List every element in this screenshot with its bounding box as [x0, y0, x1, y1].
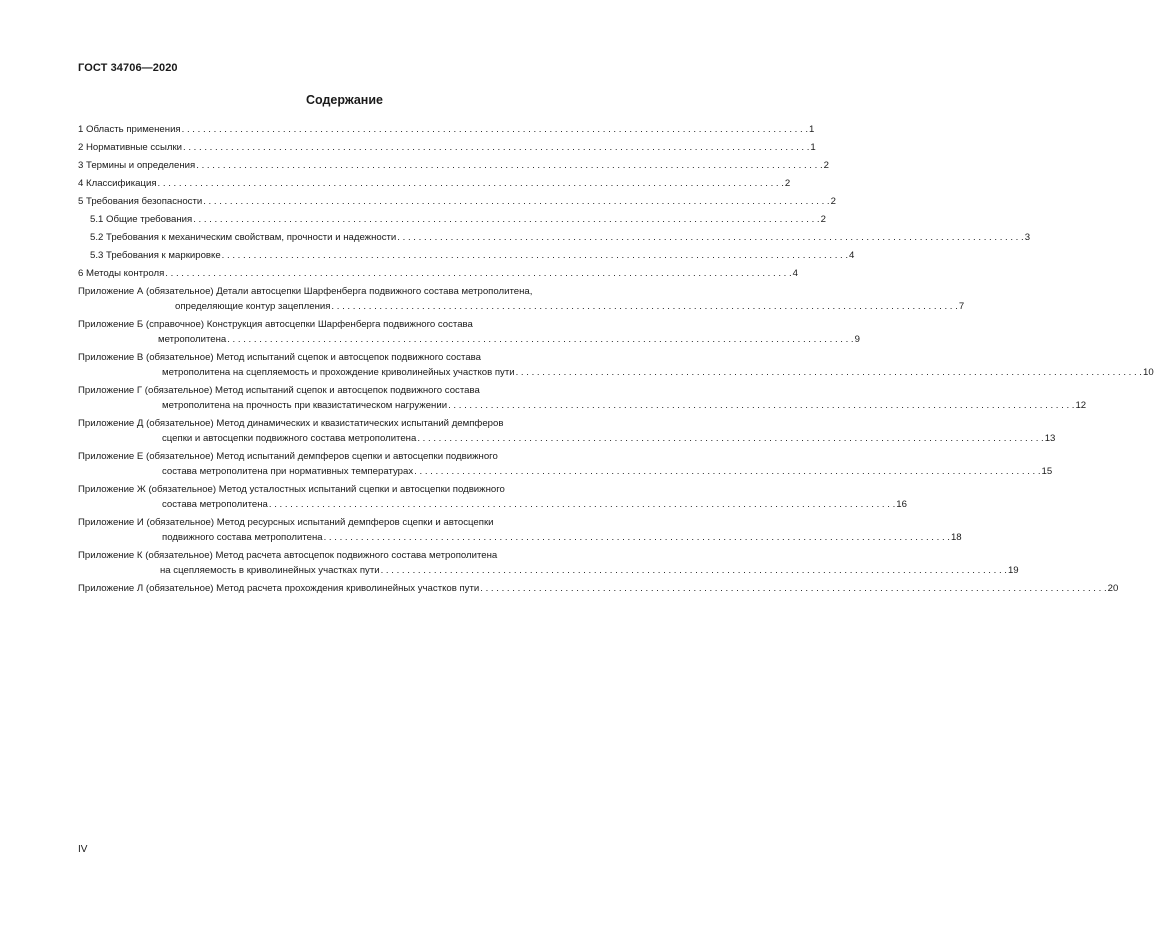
toc-entry-line: [78, 140, 816, 155]
toc-appendix[interactable]: [78, 317, 860, 347]
toc-appendix-line1: [78, 581, 1119, 596]
leader-dots: [158, 176, 784, 191]
leader-dots: [269, 497, 895, 512]
toc-sections: [78, 122, 1031, 281]
toc-appendix[interactable]: [78, 350, 1154, 380]
toc-entry[interactable]: [78, 140, 816, 155]
toc-appendix[interactable]: [78, 482, 907, 512]
toc-appendix-page: 15: [1041, 466, 1053, 477]
toc-appendix-line2: [78, 431, 1056, 446]
toc-entry[interactable]: [78, 248, 855, 263]
toc-appendix[interactable]: [78, 548, 1019, 578]
toc-appendices: [78, 284, 1154, 596]
leader-dots: [480, 581, 1106, 596]
toc-appendix[interactable]: [78, 449, 1053, 479]
toc-entry-page: 2: [784, 178, 791, 189]
leader-dots: [203, 194, 829, 209]
leader-dots: [227, 332, 853, 347]
toc-entry[interactable]: [78, 176, 791, 191]
toc-appendix-title-cont: метрополитена: [158, 334, 227, 345]
toc-entry-page: 2: [820, 214, 826, 225]
toc-appendix-line1: [78, 482, 610, 497]
toc-appendix-title-cont: метрополитена на сцепляемость и прохождение криволинейных участков пути: [162, 367, 515, 378]
toc-appendix-line2: [78, 332, 860, 347]
leader-dots: [397, 230, 1023, 245]
toc-entry-page: 1: [809, 124, 815, 135]
leader-dots: [331, 299, 957, 314]
toc-appendix-line2: [78, 365, 1154, 380]
leader-dots: [182, 122, 808, 137]
toc-entry-title: 5.1 Общие требования: [90, 214, 193, 225]
toc-appendix-line2: [78, 464, 1053, 479]
toc-appendix-line1: [78, 416, 610, 431]
leader-dots: [165, 266, 791, 281]
toc-appendix[interactable]: [78, 284, 965, 314]
toc-appendix-line2: [78, 530, 962, 545]
toc-entry-page: 2: [830, 196, 836, 207]
toc-appendix-title-cont: состава метрополитена: [162, 499, 268, 510]
toc-appendix-title: Приложение Д (обязательное) Метод динамических и квазистатических испытаний демпферов: [78, 418, 504, 429]
leader-dots: [324, 530, 950, 545]
toc-entry-page: 4: [849, 250, 855, 261]
toc-appendix-title-cont: сцепки и автосцепки подвижного состава метрополитена: [162, 433, 417, 444]
leader-dots: [222, 248, 848, 263]
toc-entry-title: 3 Термины и определения: [78, 160, 196, 171]
toc-appendix-page: 13: [1044, 433, 1056, 444]
toc-appendix-line2: [78, 497, 907, 512]
leader-dots: [196, 158, 822, 173]
toc-appendix-title: Приложение Б (справочное) Конструкция автосцепки Шарфенберга подвижного состава: [78, 319, 473, 330]
toc-appendix-line1: [78, 350, 610, 365]
toc-appendix-page: 16: [896, 499, 907, 510]
toc-appendix-title: Приложение И (обязательное) Метод ресурсных испытаний демпферов сцепки и автосцепки: [78, 517, 494, 528]
toc-entry-page: 4: [792, 268, 799, 279]
toc-entry-line: [78, 212, 826, 227]
toc-entry-line: [78, 266, 799, 281]
toc-entry-line: [78, 194, 836, 209]
toc-entry[interactable]: [78, 212, 826, 227]
toc-entry-title: 1 Область применения: [78, 124, 181, 135]
leader-dots: [448, 398, 1074, 413]
toc-appendix-line1: [78, 515, 610, 530]
toc-appendix-page: 19: [1007, 565, 1019, 576]
toc-entry[interactable]: [78, 266, 799, 281]
toc-appendix-page: 20: [1107, 583, 1119, 594]
document-header: ГОСТ 34706—2020: [78, 62, 178, 74]
toc-appendix-line1: [78, 284, 610, 299]
toc-appendix-line1: [78, 449, 610, 464]
toc-appendix-line2: [78, 299, 965, 314]
leader-dots: [183, 140, 809, 155]
toc-appendix-line1: [78, 548, 610, 563]
toc-appendix-line2: [78, 563, 1019, 578]
toc-appendix-page: 7: [958, 301, 965, 312]
toc-appendix-title-cont: состава метрополитена при нормативных температурах: [162, 466, 414, 477]
toc-entry-page: 3: [1024, 232, 1031, 243]
toc-entry[interactable]: [78, 230, 1031, 245]
toc-entry-title: 5 Требования безопасности: [78, 196, 203, 207]
toc-appendix-title-cont: на сцепляемость в криволинейных участках пути: [160, 565, 380, 576]
leader-dots: [516, 365, 1142, 380]
toc-appendix-line1: [78, 317, 610, 332]
toc-appendix[interactable]: [78, 515, 962, 545]
toc-appendix-title: Приложение Л (обязательное) Метод расчета прохождения криволинейных участков пути: [78, 583, 480, 594]
toc-entry[interactable]: [78, 194, 836, 209]
leader-dots: [381, 563, 1007, 578]
toc-entry-line: [78, 122, 815, 137]
toc-entry-page: 2: [823, 160, 829, 171]
toc-appendix-page: 12: [1075, 400, 1087, 411]
toc-appendix-title-cont: определяющие контур зацепления: [175, 301, 331, 312]
toc-entry[interactable]: [78, 122, 815, 137]
toc-appendix-title: Приложение А (обязательное) Детали автосцепки Шарфенберга подвижного состава метрополитена,: [78, 286, 533, 297]
toc-entry-page: 1: [810, 142, 816, 153]
page-title: Содержание: [305, 93, 383, 107]
toc-entry-title: 5.2 Требования к механическим свойствам, прочности и надежности: [90, 232, 397, 243]
toc-appendix-page: 10: [1142, 367, 1154, 378]
toc-entry-line: [78, 248, 855, 263]
toc-entry-title: 2 Нормативные ссылки: [78, 142, 183, 153]
toc-appendix-title: Приложение В (обязательное) Метод испытаний сцепок и автосцепок подвижного состава: [78, 352, 481, 363]
toc-appendix-title-cont: метрополитена на прочность при квазистатическом нагружении: [162, 400, 448, 411]
toc-entry-title: 4 Классификация: [78, 178, 157, 189]
toc-appendix[interactable]: [78, 581, 1119, 596]
toc-appendix-title-cont: подвижного состава метрополитена: [162, 532, 323, 543]
page-number: IV: [78, 844, 88, 855]
table-of-contents: [78, 122, 1154, 599]
toc-appendix-line1: [78, 383, 610, 398]
toc-appendix-page: 18: [950, 532, 962, 543]
leader-dots: [414, 464, 1040, 479]
toc-appendix-title: Приложение Е (обязательное) Метод испытаний демпферов сцепки и автосцепки подвижного: [78, 451, 498, 462]
toc-appendix-page: 9: [854, 334, 860, 345]
toc-appendix-title: Приложение Ж (обязательное) Метод усталостных испытаний сцепки и автосцепки подвижного: [78, 484, 505, 495]
toc-appendix[interactable]: [78, 416, 1056, 446]
toc-appendix-title: Приложение Г (обязательное) Метод испытаний сцепок и автосцепок подвижного состава: [78, 385, 480, 396]
toc-entry-title: 5.3 Требования к маркировке: [90, 250, 221, 261]
toc-entry-line: [78, 176, 791, 191]
toc-entry[interactable]: [78, 158, 829, 173]
toc-appendix[interactable]: [78, 383, 1087, 413]
leader-dots: [417, 431, 1043, 446]
leader-dots: [193, 212, 819, 227]
toc-entry-title: 6 Методы контроля: [78, 268, 165, 279]
toc-appendix-line2: [78, 398, 1087, 413]
toc-entry-line: [78, 158, 829, 173]
toc-entry-line: [78, 230, 1031, 245]
toc-appendix-title: Приложение К (обязательное) Метод расчета автосцепок подвижного состава метрополитена: [78, 550, 498, 561]
